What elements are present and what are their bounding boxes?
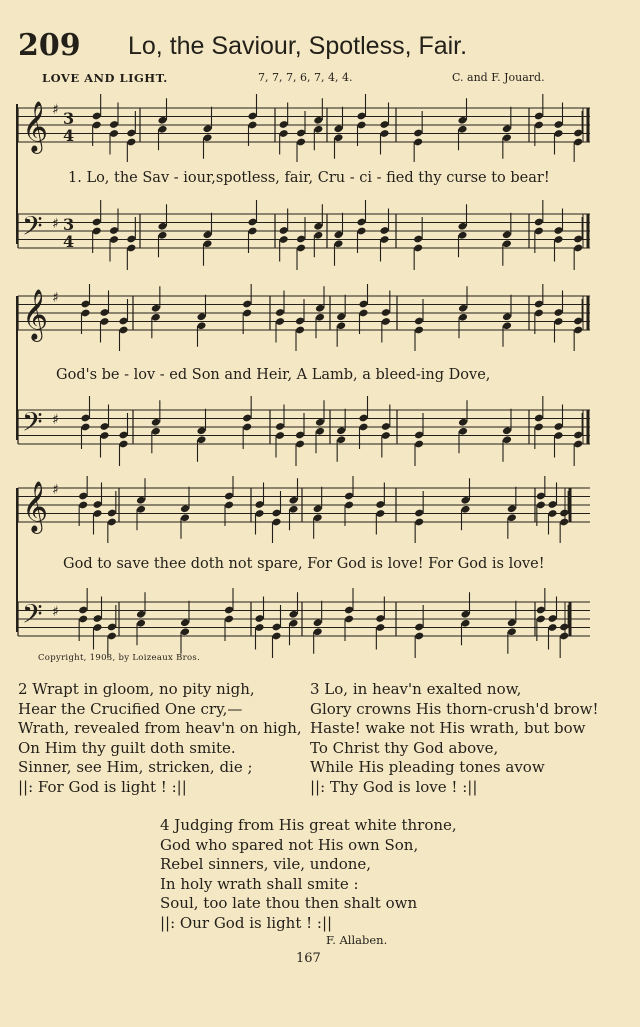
system-1-treble-staff bbox=[0, 92, 640, 162]
svg-text:𝄢: 𝄢 bbox=[22, 406, 43, 444]
system-2-treble-staff bbox=[0, 284, 640, 359]
stanza-line: In holy wrath shall smite : bbox=[160, 874, 359, 893]
svg-text:4: 4 bbox=[63, 126, 75, 145]
copyright-notice: Copyright, 1903, by Loizeaux Bros. bbox=[38, 653, 201, 663]
stanza-line: 4 Judging from His great white throne, bbox=[160, 816, 457, 834]
meter: 7, 7, 7, 6, 7, 4, 4. bbox=[258, 71, 353, 84]
lyric-line-1: 1. Lo, the Sav - iour,spotless, fair, Cru - ci - fied thy curse to bear! bbox=[68, 170, 550, 186]
svg-text:𝄞: 𝄞 bbox=[22, 101, 49, 152]
stanza-line: ||: Our God is light ! :|| bbox=[160, 913, 333, 932]
stanza-line: 3 Lo, in heav'n exalted now, bbox=[310, 680, 522, 698]
system-brace bbox=[16, 104, 18, 244]
svg-text:𝄢: 𝄢 bbox=[22, 210, 43, 248]
stanza-line: God who spared not His own Son, bbox=[160, 835, 419, 854]
svg-text:♯: ♯ bbox=[52, 604, 59, 620]
hymn-title: Lo, the Saviour, Spotless, Fair. bbox=[128, 32, 468, 60]
svg-text:3: 3 bbox=[63, 215, 75, 234]
svg-text:𝄞: 𝄞 bbox=[22, 481, 49, 532]
svg-text:♯: ♯ bbox=[52, 290, 59, 306]
lyric-line-2: God's be - lov - ed Son and Heir, A Lamb, a bleed-ing Dove, bbox=[56, 367, 491, 383]
stanza-line: On Him thy guilt doth smite. bbox=[18, 738, 236, 757]
stanza-line: Haste! wake not His wrath, but bow bbox=[310, 719, 586, 738]
stanza-line: ||: Thy God is love ! :|| bbox=[310, 777, 478, 796]
stanza-line: Soul, too late thou then shalt own bbox=[160, 894, 418, 913]
tune-name: LOVE AND LIGHT. bbox=[42, 71, 168, 85]
system-brace bbox=[16, 296, 18, 440]
system-3-bass-staff bbox=[0, 580, 640, 660]
page-number: 167 bbox=[296, 951, 321, 966]
svg-text:3: 3 bbox=[63, 109, 75, 128]
svg-text:♯: ♯ bbox=[52, 482, 59, 498]
stanza-line: To Christ thy God above, bbox=[310, 738, 499, 757]
system-brace bbox=[16, 488, 18, 632]
system-3-treble-staff bbox=[0, 476, 640, 551]
stanza-line: Wrath, revealed from heav'n on high, bbox=[18, 719, 302, 738]
text-author: F. Allaben. bbox=[326, 933, 388, 947]
svg-text:𝄢: 𝄢 bbox=[22, 598, 43, 636]
stanza-line: Hear the Crucified One cry,— bbox=[18, 699, 243, 718]
stanza-line: 2 Wrapt in gloom, no pity nigh, bbox=[18, 680, 255, 698]
svg-text:♯: ♯ bbox=[52, 216, 59, 232]
svg-text:𝄞: 𝄞 bbox=[22, 289, 49, 340]
svg-text:♯: ♯ bbox=[52, 412, 59, 428]
system-1-bass-staff bbox=[0, 192, 640, 272]
stanza-line: ||: For God is light ! :|| bbox=[18, 777, 187, 796]
hymn-number: 209 bbox=[18, 28, 81, 63]
composer: C. and F. Jouard. bbox=[452, 71, 545, 84]
lyric-line-3: God to save thee doth not spare, For God is love! For God is love! bbox=[63, 556, 545, 572]
stanza-2 bbox=[18, 680, 302, 798]
stanza-line: Glory crowns His thorn-crush'd brow! bbox=[310, 699, 599, 718]
stanza-line: While His pleading tones avow bbox=[310, 758, 545, 777]
stanza-line: Sinner, see Him, stricken, die ; bbox=[18, 758, 253, 777]
stanza-3 bbox=[310, 680, 599, 798]
stanza-4 bbox=[160, 816, 457, 934]
system-2-bass-staff bbox=[0, 388, 640, 468]
stanza-line: Rebel sinners, vile, undone, bbox=[160, 855, 372, 874]
svg-text:4: 4 bbox=[63, 232, 75, 251]
svg-text:♯: ♯ bbox=[52, 102, 59, 118]
